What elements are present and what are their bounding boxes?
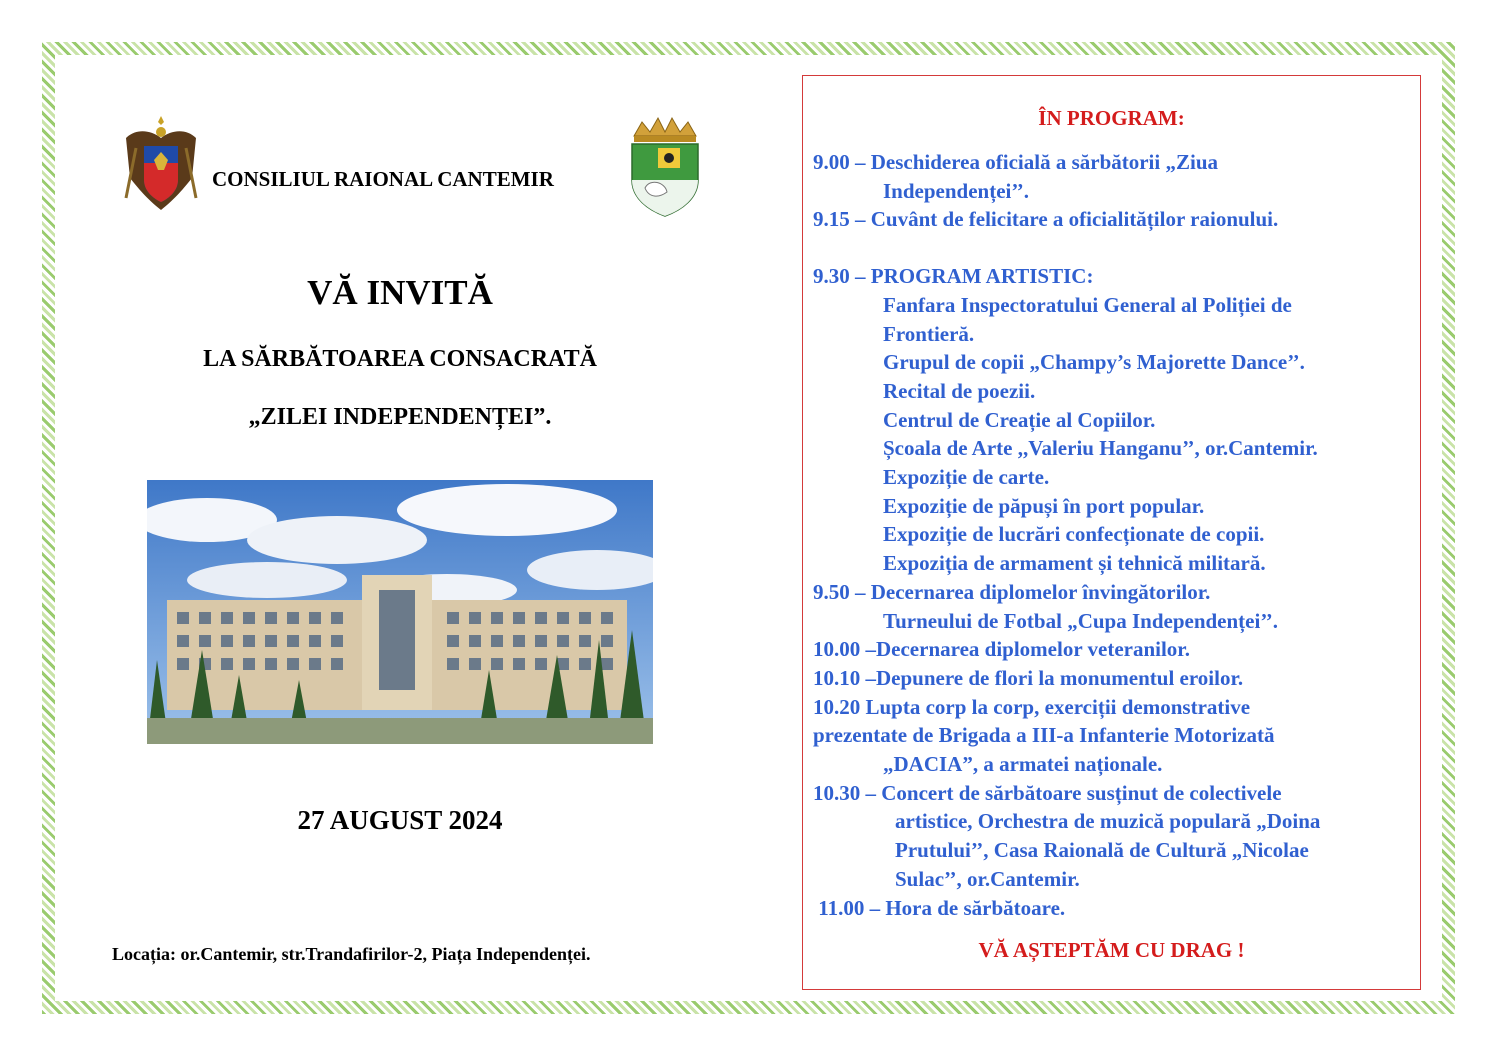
program-text: Decernarea diplomelor veteranilor. (876, 637, 1190, 662)
program-row (813, 463, 1413, 492)
program-text: Centrul de Creație al Copiilor. (883, 407, 1156, 432)
program-text: Decernarea diplomelor învingătorilor. (870, 579, 1211, 604)
program-time: 10.30 – (813, 780, 882, 805)
program-row (813, 291, 1413, 320)
program-row (813, 807, 1413, 836)
program-list (813, 148, 1413, 922)
program-text: Concert de sărbătoare susținut de colectivele (881, 780, 1282, 805)
program-row (813, 262, 1413, 291)
program-text: Prutului’’, Casa Raională de Cultură „Nicolae (895, 838, 1309, 863)
program-text: Expoziția de armament și tehnică militară. (883, 551, 1266, 576)
program-row (813, 836, 1413, 865)
program-time: 9.30 – (813, 264, 871, 289)
invite-holiday-name: „ZILEI INDEPENDENȚEI”. (248, 404, 552, 430)
program-text: artistice, Orchestra de muzică populară „Doina (895, 809, 1321, 834)
program-text: Școala de Arte ,,Valeriu Hanganu’’, or.Cantemir. (883, 436, 1318, 461)
program-gap (813, 234, 1413, 262)
program-text: Expoziție de carte. (883, 465, 1050, 490)
program-text: Recital de poezii. (883, 378, 1036, 403)
program-text: Grupul de copii „Champy’s Majorette Dance’’. (883, 350, 1305, 375)
program-text: Depunere de flori la monumentul eroilor. (876, 665, 1244, 690)
program-text: Deschiderea oficială a sărbătorii „Ziua (870, 150, 1218, 174)
program-row (813, 750, 1413, 779)
program-row (813, 520, 1413, 549)
program-time: 10.00 – (813, 637, 876, 662)
program-row (813, 148, 1413, 177)
program-time: 9.50 – (813, 579, 871, 604)
cantemir-coat-of-arms-icon (620, 108, 710, 218)
council-building-photo (147, 480, 653, 744)
program-panel (802, 75, 1421, 990)
program-text: Turneului de Fotbal „Cupa Independenței’’. (883, 608, 1279, 633)
invite-subheading: LA SĂRBĂTOAREA CONSACRATĂ (203, 346, 597, 372)
program-row (813, 635, 1413, 664)
program-text: Fanfara Inspectoratului General al Poliției de (883, 292, 1292, 317)
program-time: 9.15 – (813, 207, 871, 232)
program-row (813, 607, 1413, 636)
program-row (813, 177, 1413, 206)
program-text: Lupta corp la corp, exerciții demonstrative (865, 694, 1251, 719)
closing-message: VĂ AȘTEPTĂM CU DRAG ! (978, 938, 1245, 962)
program-row (813, 549, 1413, 578)
program-time: 9.00 – (813, 150, 871, 174)
invite-heading: VĂ INVITĂ (307, 273, 493, 312)
program-text: Hora de sărbătoare. (885, 895, 1066, 920)
program-text: Sulac’’, or.Cantemir. (895, 866, 1080, 891)
event-location: Locația: or.Cantemir, str.Trandafirilor-2, Piața Independenței. (112, 944, 591, 964)
program-row (813, 434, 1413, 463)
program-row (813, 320, 1413, 349)
program-row (813, 865, 1413, 894)
program-text: PROGRAM ARTISTIC: (870, 264, 1094, 289)
program-text: „DACIA”, a armatei naționale. (883, 752, 1163, 777)
program-row (813, 492, 1413, 521)
program-text: Frontieră. (883, 321, 975, 346)
council-name: CONSILIUL RAIONAL CANTEMIR (212, 167, 554, 191)
program-row (813, 205, 1413, 234)
program-text: Expoziție de lucrări confecționate de copii. (883, 522, 1265, 547)
program-text: Cuvânt de felicitare a oficialităților raionului. (870, 207, 1279, 232)
program-row (813, 578, 1413, 607)
program-row (813, 693, 1413, 722)
program-row (813, 377, 1413, 406)
program-time: 11.00 – (813, 895, 886, 920)
program-text: Expoziție de păpuși în port popular. (883, 493, 1205, 518)
program-time: 10.10 – (813, 665, 876, 690)
event-date: 27 AUGUST 2024 (297, 805, 503, 835)
program-row (813, 894, 1413, 923)
program-text: prezentate de Brigada a III-a Infanterie Motorizată (813, 723, 1275, 748)
moldova-coat-of-arms-icon (116, 108, 206, 218)
program-title: ÎN PROGRAM: (1038, 106, 1185, 130)
program-row (813, 721, 1413, 750)
program-row (813, 348, 1413, 377)
program-row (813, 779, 1413, 808)
program-time: 10.20 (813, 694, 866, 719)
program-text: Independenței’’. (883, 178, 1030, 203)
program-row (813, 406, 1413, 435)
program-row (813, 664, 1413, 693)
